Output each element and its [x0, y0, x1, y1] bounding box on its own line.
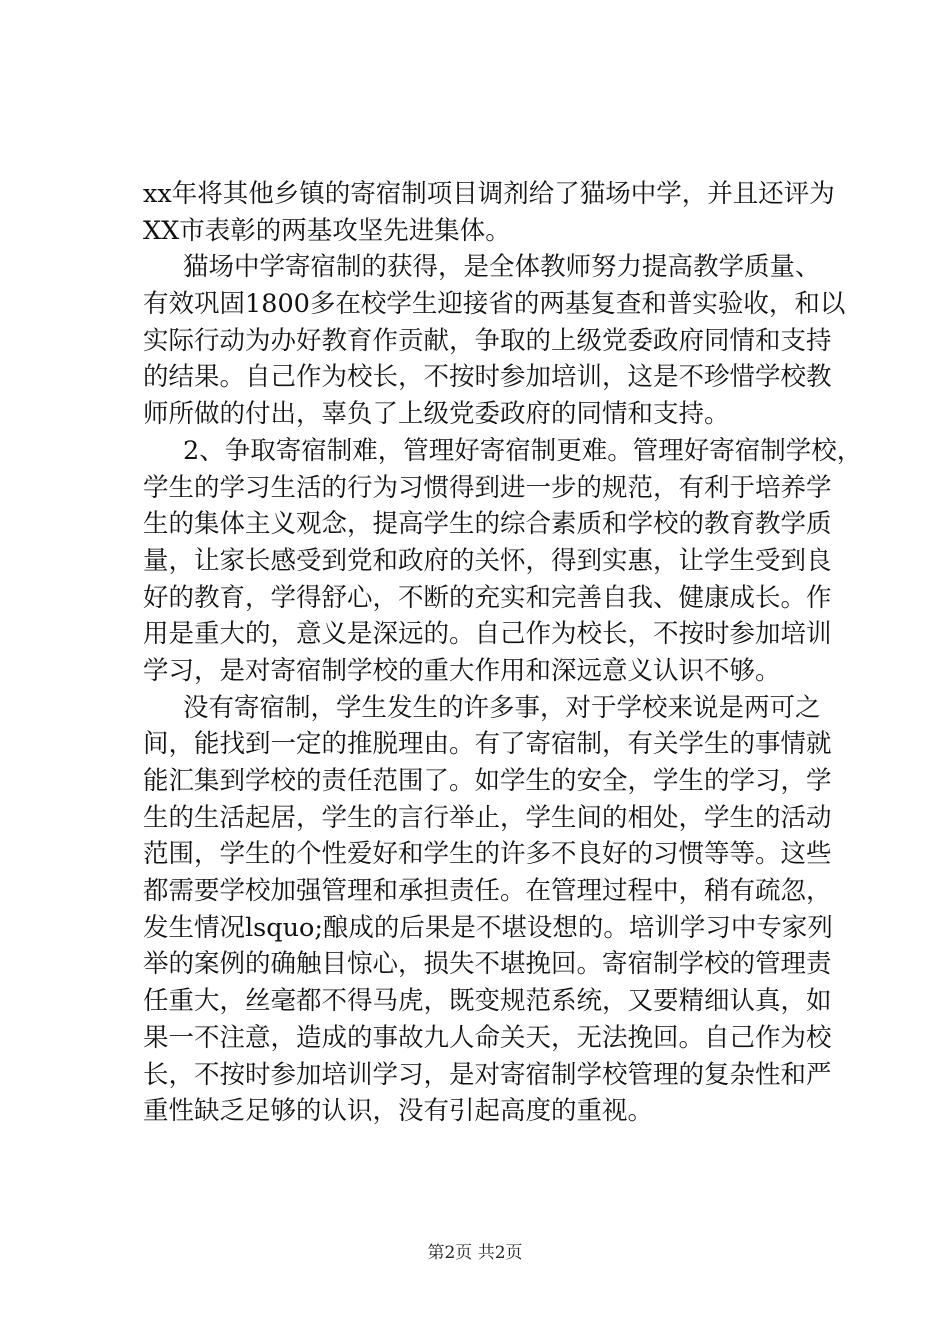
text-line: 举的案例的确触目惊心，损失不堪挽回。寄宿制学校的管理责 — [143, 949, 832, 980]
text-line: 有效巩固1800多在校学生迎接省的两基复查和普实验收，和以 — [143, 289, 846, 320]
text-line: 学生的学习生活的行为习惯得到进一步的规范，有利于培养学 — [143, 472, 832, 503]
text-line: 实际行动为办好教育作贡献，争取的上级党委政府同情和支持 — [143, 325, 832, 356]
text-line: 的结果。自己作为校长，不按时参加培训，这是不珍惜学校教 — [143, 362, 832, 393]
text-line: 长，不按时参加培训学习，是对寄宿制学校管理的复杂性和严 — [143, 1059, 832, 1090]
text-line: 师所做的付出，辜负了上级党委政府的同情和支持。 — [143, 399, 730, 430]
document-body — [143, 176, 863, 1130]
text-line: xx年将其他乡镇的寄宿制项目调剂给了猫场中学，并且还评为 — [143, 179, 835, 209]
text-line: 量，让家长感受到党和政府的关怀，得到实惠，让学生受到良 — [143, 545, 832, 576]
text-line: 生的生活起居，学生的言行举止，学生间的相处，学生的活动 — [143, 802, 832, 833]
text-line: 能汇集到学校的责任范围了。如学生的安全，学生的学习，学 — [143, 766, 832, 796]
text-line: 好的教育，学得舒心，不断的充实和完善自我、健康成长。作 — [143, 582, 832, 613]
page-number-footer: 第2页 共2页 — [427, 1243, 523, 1263]
paragraph-start-line: 没有寄宿制，学生发生的许多事，对于学校来说是两可之 — [183, 692, 821, 723]
paragraph-start-line: 2、争取寄宿制难，管理好寄宿制更难。管理好寄宿制学校， — [183, 435, 863, 466]
text-line: 用是重大的，意义是深远的。自己作为校长，不按时参加培训 — [143, 619, 832, 650]
paragraph-start-line: 猫场中学寄宿制的获得，是全体教师努力提高教学质量、 — [183, 252, 821, 283]
text-line: 任重大，丝毫都不得马虎，既变规范系统，又要精细认真，如 — [143, 986, 832, 1017]
text-line: 学习，是对寄宿制学校的重大作用和深远意义认识不够。 — [143, 655, 781, 686]
text-line: 果一不注意，造成的事故九人命关天，无法挽回。自己作为校 — [143, 1022, 832, 1053]
text-line: 范围，学生的个性爱好和学生的许多不良好的习惯等等。这些 — [143, 839, 832, 870]
text-line: 重性缺乏足够的认识，没有引起高度的重视。 — [143, 1096, 654, 1127]
text-line: 发生情况lsquo;酿成的后果是不堪设想的。培训学习中专家列 — [143, 912, 833, 943]
text-line: 生的集体主义观念，提高学生的综合素质和学校的教育教学质 — [143, 509, 832, 540]
text-line: XX市表彰的两基攻坚先进集体。 — [143, 215, 511, 246]
text-line: 间，能找到一定的推脱理由。有了寄宿制，有关学生的事情就 — [143, 729, 832, 760]
text-line: 都需要学校加强管理和承担责任。在管理过程中，稍有疏忽， — [143, 876, 832, 907]
